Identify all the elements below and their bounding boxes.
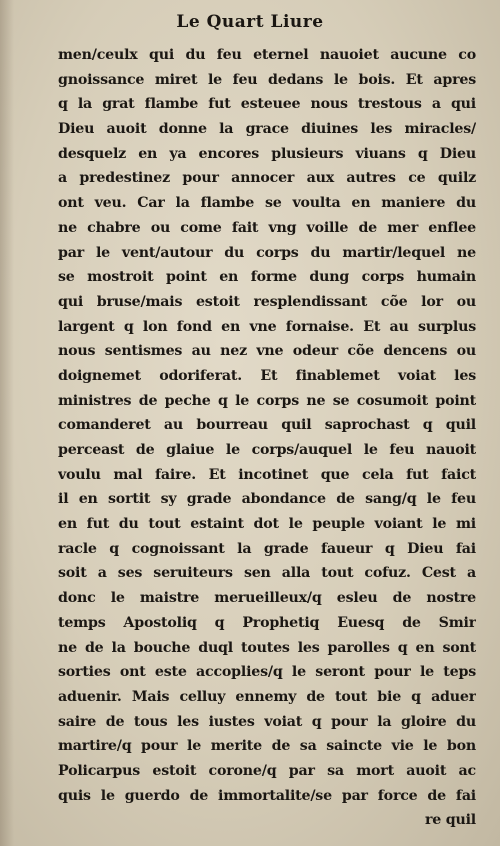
text-line: racle q cognoissant la grade faueur q Dieu fai (58, 540, 476, 557)
text-line: voulu mal faire. Et incotinet que cela fut faict (58, 466, 476, 483)
text-line: en fut du tout estaint dot le peuple voiant le mi (58, 516, 476, 533)
text-line: aduenir. Mais celluy ennemy de tout bie q aduer (58, 688, 476, 705)
text-line: Policarpus estoit corone/q par sa mort auoit ac (58, 762, 476, 779)
text-line: perceast de glaiue le corps/auquel le feu nauoit (58, 442, 476, 458)
text-line: doignemet odoriferat. Et finablemet voiat les (58, 367, 476, 384)
text-line: donc le maistre merueilleux/q esleu de nostre (58, 590, 476, 607)
text-line: saire de tous les iustes voiat q pour la gloire du (58, 713, 476, 730)
text-line: ne de la bouche duql toutes les parolles q en sont (58, 639, 476, 656)
text-line: desquelz en ya encores plusieurs viuans q Dieu (58, 145, 476, 162)
text-line: sorties ont este accoplies/q le seront pour le teps (58, 664, 476, 681)
text-line: temps Apostoliq q Prophetiq Euesq de Smir (58, 614, 476, 631)
text-line: comanderet au bourreau quil saprochast q quil (58, 417, 476, 434)
text-line: Dieu auoit donne la grace diuines les miracles/ (58, 121, 476, 138)
text-line: re quil (424, 812, 476, 829)
text-line: il en sortit sy grade abondance de sang/q le feu (58, 491, 476, 508)
text-line: martire/q pour le merite de sa saincte vie le bon (58, 738, 476, 755)
text-line: a predestinez pour annocer aux autres ce quilz (58, 170, 476, 187)
text-line: se mostroit point en forme dung corps humain (58, 269, 476, 286)
text-line: ne chabre ou come fait vng voille de mer enflee (58, 219, 476, 236)
text-line: largent q lon fond en vne fornaise. Et au surplus (58, 318, 476, 335)
text-line: gnoissance miret le feu dedans le bois. Et apres (58, 71, 476, 88)
text-line: q la grat flambe fut esteuee nous trestous a qui (58, 96, 476, 113)
text-line: soit a ses seruiteurs sen alla tout cofuz. Cest a (58, 565, 476, 582)
gutter-shadow (0, 0, 14, 846)
text-line: qui bruse/mais estoit resplendissant cõe lor ou (58, 293, 476, 310)
body-text (58, 43, 476, 833)
text-line: ministres de peche q le corps ne se cosumoit point (58, 392, 476, 409)
text-line: ont veu. Car la flambe se voulta en maniere du (58, 195, 476, 212)
text-line: nous sentismes au nez vne odeur cõe dencens ou (58, 343, 476, 360)
running-title: Le Quart Liure (176, 12, 324, 32)
text-line: par le vent/autour du corps du martir/lequel ne (58, 244, 476, 261)
text-line: men/ceulx qui du feu eternel nauoiet aucune co (58, 47, 476, 63)
text-line: quis le guerdo de immortalite/se par force de fai (58, 787, 476, 804)
